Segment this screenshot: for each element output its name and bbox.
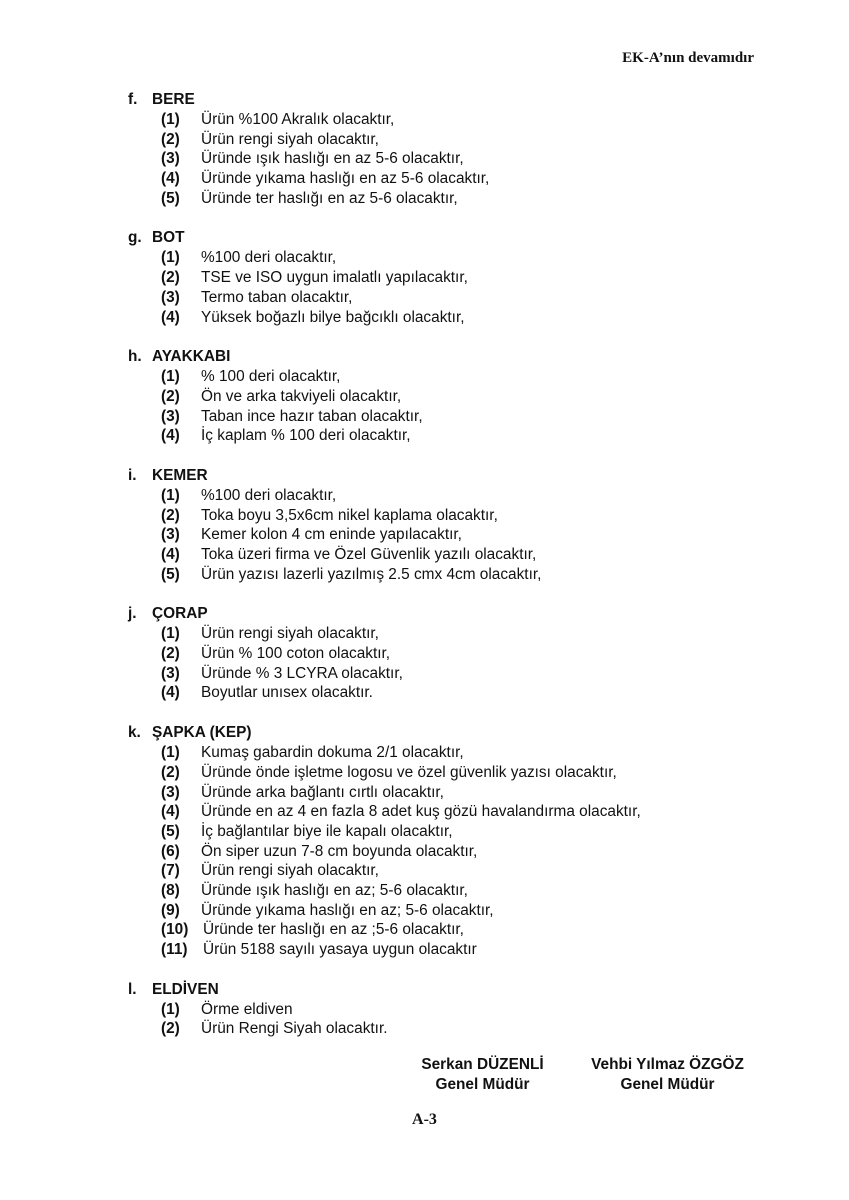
item-text: Toka üzeri firma ve Özel Güvenlik yazılı olacaktır, xyxy=(201,546,537,563)
item-number: (4) xyxy=(161,427,180,445)
item-text: İç kaplam % 100 deri olacaktır, xyxy=(201,427,411,445)
signature-block xyxy=(395,1055,765,1095)
section xyxy=(128,980,788,1039)
section-letter: k. xyxy=(128,724,141,742)
document-body xyxy=(128,90,788,1059)
item-text: Ön siper uzun 7-8 cm boyunda olacaktır, xyxy=(201,842,478,860)
item-number: (1) xyxy=(161,249,180,267)
list-item xyxy=(128,486,788,506)
section-heading xyxy=(128,90,788,110)
list-item xyxy=(128,783,788,803)
section xyxy=(128,723,788,960)
item-number: (5) xyxy=(161,189,180,207)
item-number: (11) xyxy=(161,941,188,958)
item-number: (4) xyxy=(161,803,180,821)
item-number: (1) xyxy=(161,111,180,128)
list-item xyxy=(128,407,788,427)
list-item xyxy=(128,268,788,288)
list-item xyxy=(128,644,788,664)
item-number: (2) xyxy=(161,269,180,287)
item-text: Üründe ışık haslığı en az 5-6 olacaktır, xyxy=(201,150,464,168)
list-item xyxy=(128,525,788,545)
list-item xyxy=(128,763,788,783)
item-text: Ürün rengi siyah olacaktır, xyxy=(201,862,379,880)
section-letter: l. xyxy=(128,980,137,998)
list-item xyxy=(128,901,788,921)
list-item xyxy=(128,149,788,169)
signer-name: Vehbi Yılmaz ÖZGÖZ xyxy=(591,1056,744,1073)
item-number: (3) xyxy=(161,407,180,425)
list-item xyxy=(128,130,788,150)
item-number: (2) xyxy=(161,387,180,405)
section-title: BOT xyxy=(152,229,185,247)
item-text: Ön ve arka takviyeli olacaktır, xyxy=(201,387,402,405)
list-item xyxy=(128,426,788,446)
list-item xyxy=(128,822,788,842)
item-number: (9) xyxy=(161,901,180,919)
item-text: Üründe % 3 LCYRA olacaktır, xyxy=(201,664,403,682)
page-header: EK-A’nın devamıdır xyxy=(622,50,754,66)
item-text: Üründe en az 4 en fazla 8 adet kuş gözü havalandırma olacaktır, xyxy=(201,803,641,821)
list-item xyxy=(128,110,788,130)
item-number: (1) xyxy=(161,368,180,386)
item-number: (3) xyxy=(161,288,180,306)
section xyxy=(128,347,788,446)
list-item xyxy=(128,664,788,684)
item-number: (7) xyxy=(161,862,180,880)
item-text: Ürün %100 Akralık olacaktır, xyxy=(201,111,395,128)
section-title: KEMER xyxy=(152,466,208,484)
item-text: Boyutlar unısex olacaktır. xyxy=(201,684,373,702)
section-heading xyxy=(128,604,788,624)
section-heading xyxy=(128,228,788,248)
list-item xyxy=(128,189,788,209)
item-text: Kemer kolon 4 cm eninde yapılacaktır, xyxy=(201,526,462,544)
item-text: Taban ince hazır taban olacaktır, xyxy=(201,407,423,425)
item-text: %100 deri olacaktır, xyxy=(201,486,337,504)
section-letter: g. xyxy=(128,229,142,247)
item-text: Ürün yazısı lazerli yazılmış 2.5 cmx 4cm olacaktır, xyxy=(201,565,542,583)
section xyxy=(128,604,788,703)
list-item xyxy=(128,624,788,644)
item-text: Üründe önde işletme logosu ve özel güvenlik yazısı olacaktır, xyxy=(201,763,617,781)
item-number: (5) xyxy=(161,822,180,840)
item-number: (1) xyxy=(161,486,180,504)
signer-title: Genel Müdür xyxy=(620,1076,715,1093)
item-text: Termo taban olacaktır, xyxy=(201,288,353,306)
section-title: ÇORAP xyxy=(152,605,208,623)
list-item xyxy=(128,1019,788,1039)
item-text: Kumaş gabardin dokuma 2/1 olacaktır, xyxy=(201,744,464,762)
item-number: (1) xyxy=(161,744,180,762)
item-text: Toka boyu 3,5x6cm nikel kaplama olacaktır, xyxy=(201,506,498,524)
list-item xyxy=(128,169,788,189)
list-item xyxy=(128,1000,788,1020)
list-item xyxy=(128,367,788,387)
item-text: %100 deri olacaktır, xyxy=(201,249,337,267)
section-letter: j. xyxy=(128,605,137,623)
list-item xyxy=(128,743,788,763)
item-number: (2) xyxy=(161,1020,180,1038)
item-text: Ürün % 100 coton olacaktır, xyxy=(201,645,391,663)
item-text: İç bağlantılar biye ile kapalı olacaktır, xyxy=(201,822,453,840)
item-text: Üründe yıkama haslığı en az; 5-6 olacaktır, xyxy=(201,901,494,919)
section-title: BERE xyxy=(152,91,195,108)
item-number: (4) xyxy=(161,170,180,188)
item-number: (2) xyxy=(161,763,180,781)
signature-left xyxy=(395,1055,570,1095)
item-text: Ürün rengi siyah olacaktır, xyxy=(201,625,379,643)
list-item xyxy=(128,545,788,565)
item-number: (4) xyxy=(161,546,180,563)
list-item xyxy=(128,387,788,407)
item-number: (6) xyxy=(161,842,180,860)
signer-name: Serkan DÜZENLİ xyxy=(421,1056,544,1073)
item-number: (2) xyxy=(161,645,180,663)
section xyxy=(128,90,788,208)
item-text: Üründe ışık haslığı en az; 5-6 olacaktır, xyxy=(201,881,468,899)
item-number: (3) xyxy=(161,150,180,168)
list-item xyxy=(128,565,788,585)
item-number: (5) xyxy=(161,565,180,583)
section-heading xyxy=(128,347,788,367)
item-number: (3) xyxy=(161,664,180,682)
item-text: Ürün rengi siyah olacaktır, xyxy=(201,130,379,148)
item-text: Üründe ter haslığı en az ;5-6 olacaktır, xyxy=(203,921,464,939)
item-number: (4) xyxy=(161,308,180,326)
item-text: Örme eldiven xyxy=(201,1000,293,1018)
list-item xyxy=(128,920,788,940)
item-text: Yüksek boğazlı bilye bağcıklı olacaktır, xyxy=(201,308,465,326)
item-number: (3) xyxy=(161,783,180,801)
section-heading xyxy=(128,466,788,486)
item-text: Üründe ter haslığı en az 5-6 olacaktır, xyxy=(201,189,458,207)
item-number: (4) xyxy=(161,684,180,702)
item-text: Üründe arka bağlantı cırtlı olacaktır, xyxy=(201,783,444,801)
section-heading xyxy=(128,723,788,743)
list-item xyxy=(128,842,788,862)
section-title: AYAKKABI xyxy=(152,348,231,366)
section xyxy=(128,466,788,584)
list-item xyxy=(128,861,788,881)
list-item xyxy=(128,802,788,822)
list-item xyxy=(128,248,788,268)
list-item xyxy=(128,683,788,703)
section-heading xyxy=(128,980,788,1000)
item-number: (1) xyxy=(161,1000,180,1018)
section xyxy=(128,228,788,327)
item-number: (2) xyxy=(161,506,180,524)
section-title: ELDİVEN xyxy=(152,980,219,998)
item-text: Ürün 5188 sayılı yasaya uygun olacaktır xyxy=(203,941,477,958)
signature-right xyxy=(570,1055,765,1095)
section-letter: f. xyxy=(128,91,138,108)
item-number: (8) xyxy=(161,881,180,899)
item-number: (1) xyxy=(161,625,180,643)
item-number: (3) xyxy=(161,526,180,544)
list-item xyxy=(128,308,788,328)
list-item xyxy=(128,288,788,308)
section-letter: i. xyxy=(128,466,137,484)
signer-title: Genel Müdür xyxy=(435,1076,530,1093)
list-item xyxy=(128,940,788,960)
item-number: (2) xyxy=(161,130,180,148)
list-item xyxy=(128,506,788,526)
item-text: Ürün Rengi Siyah olacaktır. xyxy=(201,1020,388,1038)
list-item xyxy=(128,881,788,901)
item-number: (10) xyxy=(161,921,189,939)
item-text: TSE ve ISO uygun imalatlı yapılacaktır, xyxy=(201,269,468,287)
page-number: A-3 xyxy=(412,1111,437,1128)
item-text: Üründe yıkama haslığı en az 5-6 olacaktır, xyxy=(201,170,490,188)
item-text: % 100 deri olacaktır, xyxy=(201,368,341,386)
section-letter: h. xyxy=(128,348,142,366)
section-title: ŞAPKA (KEP) xyxy=(152,724,252,742)
